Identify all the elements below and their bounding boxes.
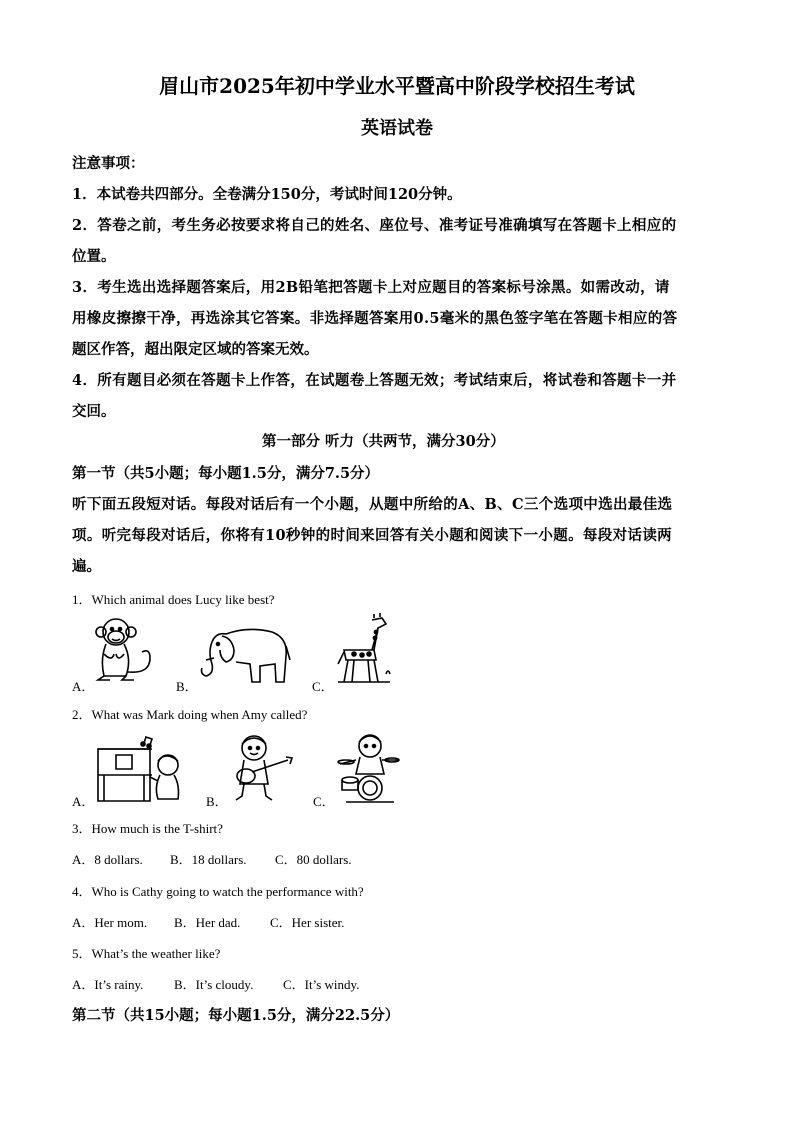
q2-option-b: B． — [206, 794, 228, 809]
instructions-line-1: 听下面五段短对话。每段对话后有一个小题，从题中所给的A、B、C三个选项中选出最佳选 — [72, 496, 673, 513]
q4-option-c: C．Her sister. — [270, 915, 345, 930]
instructions-line-2: 项。听完每段对话后，你将有10秒钟的时间来回答有关小题和阅读下一小题。每段对话读两 — [72, 527, 673, 544]
note-4-line-1: 4．所有题目必须在答题卡上作答，在试题卷上答题无效；考试结束后，将试卷和答题卡一并 — [72, 372, 677, 389]
note-3-line-2: 用橡皮擦擦干净，再选涂其它答案。非选择题答案用0.5毫米的黑色签字笔在答题卡相应的答 — [72, 310, 678, 327]
q4-option-a: A．Her mom. — [72, 915, 148, 930]
question-5-stem: 5．What’s the weather like? — [72, 946, 221, 961]
note-4-line-2: 交回。 — [72, 403, 116, 420]
q2-option-a: A． — [72, 794, 95, 809]
section2-heading: 第二节（共15小题；每小题1.5分，满分22.5分） — [72, 1007, 400, 1024]
q3-option-a: A．8 dollars. — [72, 852, 143, 867]
question-2-stem: 2．What was Mark doing when Amy called? — [72, 707, 308, 722]
notes-heading: 注意事项： — [72, 155, 145, 172]
note-2-line-2: 位置。 — [72, 248, 116, 265]
q2-option-c: C． — [313, 794, 335, 809]
exam-title: 眉山市2025年初中学业水平暨高中阶段学校招生考试 — [159, 74, 635, 98]
monkey-icon — [92, 614, 158, 686]
question-1-stem: 1．Which animal does Lucy like best? — [72, 592, 275, 607]
part1-heading: 第一部分 听力（共两节，满分30分） — [262, 433, 505, 450]
question-4-stem: 4．Who is Cathy going to watch the performance with? — [72, 884, 364, 899]
q5-option-a: A．It’s rainy. — [72, 977, 144, 992]
note-3-line-3: 题区作答，超出限定区域的答案无效。 — [72, 341, 319, 358]
q3-option-b: B．18 dollars. — [170, 852, 247, 867]
q4-option-b: B．Her dad. — [174, 915, 241, 930]
q5-option-b: B．It’s cloudy. — [174, 977, 254, 992]
elephant-icon — [198, 624, 292, 686]
section1-heading: 第一节（共5小题；每小题1.5分，满分7.5分） — [72, 465, 380, 482]
question-3-stem: 3．How much is the T-shirt? — [72, 821, 223, 836]
note-1: 1．本试卷共四部分。全卷满分150分，考试时间120分钟。 — [72, 186, 462, 203]
instructions-line-3: 遍。 — [72, 558, 101, 575]
q3-option-c: C．80 dollars. — [275, 852, 352, 867]
q1-option-c: C． — [312, 679, 334, 694]
q1-option-a: A． — [72, 679, 95, 694]
giraffe-icon — [334, 614, 394, 686]
exam-subtitle: 英语试卷 — [361, 118, 433, 139]
q5-option-c: C．It’s windy. — [283, 977, 360, 992]
guitar-icon — [224, 730, 294, 804]
piano-icon — [94, 735, 186, 803]
q1-option-b: B． — [176, 679, 198, 694]
note-2-line-1: 2．答卷之前，考生务必按要求将自己的姓名、座位号、准考证号准确填写在答题卡上相应的 — [72, 217, 677, 234]
note-3-line-1: 3．考生选出选择题答案后，用2B铅笔把答题卡上对应题目的答案标号涂黑。如需改动，请 — [72, 279, 670, 296]
drums-icon — [336, 730, 400, 804]
